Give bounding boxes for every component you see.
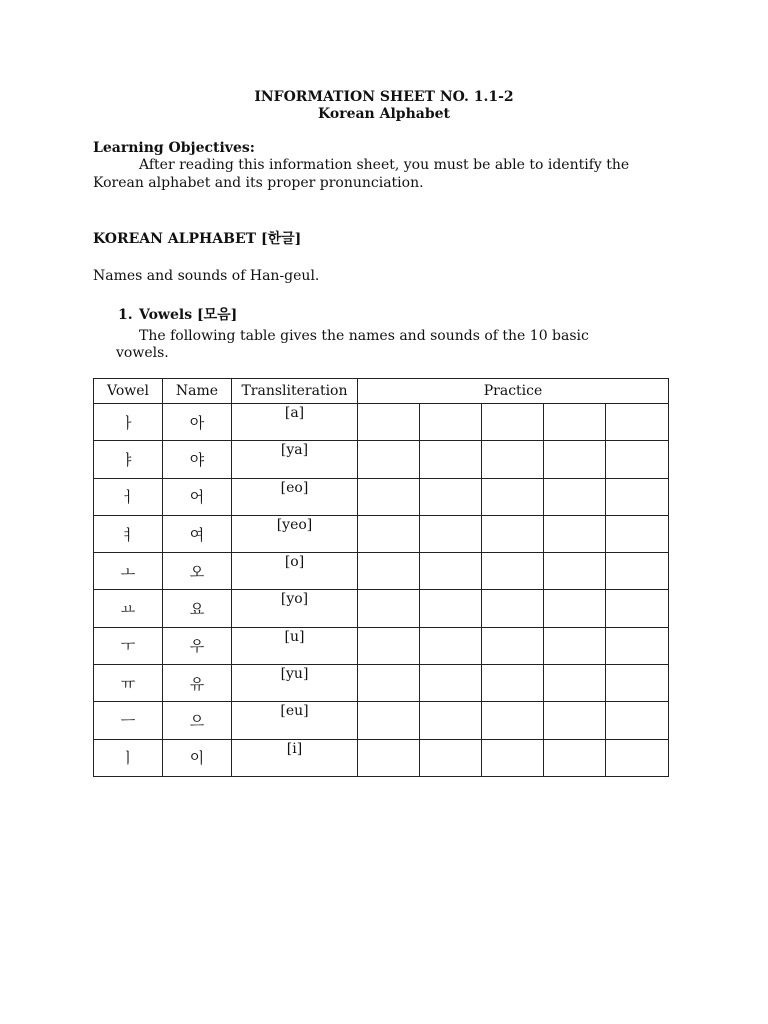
vowel-cell: ㅏ	[94, 404, 163, 441]
practice-cell	[358, 627, 420, 664]
table-row	[94, 665, 669, 702]
practice-cell	[544, 515, 606, 552]
practice-cell	[482, 553, 544, 590]
transliteration-cell: [yo]	[232, 590, 358, 627]
vowels-list-number: 1.	[118, 307, 133, 323]
vowel-table	[93, 378, 669, 777]
table-row	[94, 739, 669, 776]
practice-cell	[482, 702, 544, 739]
practice-cell	[482, 739, 544, 776]
practice-cell	[420, 702, 482, 739]
vowels-heading: Vowels [모음]	[139, 307, 238, 323]
name-cell: 우	[163, 627, 232, 664]
practice-cell	[482, 404, 544, 441]
table-row	[94, 627, 669, 664]
vowel-cell: ㅠ	[94, 665, 163, 702]
transliteration-cell: [yu]	[232, 665, 358, 702]
table-row	[94, 553, 669, 590]
vowel-cell: ㅕ	[94, 515, 163, 552]
vowel-cell: ㅣ	[94, 739, 163, 776]
vowel-cell: ㅛ	[94, 590, 163, 627]
practice-cell	[358, 478, 420, 515]
practice-cell	[606, 627, 669, 664]
practice-cell	[544, 441, 606, 478]
table-row	[94, 590, 669, 627]
transliteration-cell: [ya]	[232, 441, 358, 478]
objectives-text-line-1: After reading this information sheet, you must be able to identify the	[139, 157, 630, 173]
transliteration-cell: [eu]	[232, 702, 358, 739]
practice-cell	[482, 627, 544, 664]
practice-cell	[420, 665, 482, 702]
vowel-cell: ㅑ	[94, 441, 163, 478]
vowel-cell: ㅜ	[94, 627, 163, 664]
practice-cell	[606, 590, 669, 627]
practice-cell	[606, 404, 669, 441]
name-cell: 오	[163, 553, 232, 590]
column-header-practice: Practice	[358, 379, 669, 404]
practice-cell	[606, 739, 669, 776]
transliteration-cell: [eo]	[232, 478, 358, 515]
name-cell: 여	[163, 515, 232, 552]
practice-cell	[358, 665, 420, 702]
practice-cell	[606, 665, 669, 702]
table-row	[94, 478, 669, 515]
practice-cell	[358, 404, 420, 441]
practice-cell	[358, 553, 420, 590]
practice-cell	[358, 739, 420, 776]
practice-cell	[544, 590, 606, 627]
section-intro: Names and sounds of Han-geul.	[93, 268, 320, 284]
practice-cell	[420, 590, 482, 627]
table-row	[94, 702, 669, 739]
column-header-transliteration: Transliteration	[232, 379, 358, 404]
name-cell: 아	[163, 404, 232, 441]
practice-cell	[482, 590, 544, 627]
practice-cell	[544, 702, 606, 739]
column-header-vowel: Vowel	[94, 379, 163, 404]
practice-cell	[606, 441, 669, 478]
table-row	[94, 515, 669, 552]
practice-cell	[544, 404, 606, 441]
name-cell: 어	[163, 478, 232, 515]
name-cell: 으	[163, 702, 232, 739]
practice-cell	[358, 590, 420, 627]
practice-cell	[606, 515, 669, 552]
practice-cell	[420, 553, 482, 590]
transliteration-cell: [u]	[232, 627, 358, 664]
practice-cell	[482, 515, 544, 552]
practice-cell	[420, 515, 482, 552]
vowel-cell: ㅓ	[94, 478, 163, 515]
practice-cell	[420, 441, 482, 478]
practice-cell	[544, 665, 606, 702]
transliteration-cell: [o]	[232, 553, 358, 590]
sheet-subtitle: Korean Alphabet	[318, 106, 450, 122]
vowels-description-line-2: vowels.	[116, 345, 169, 361]
name-cell: 이	[163, 739, 232, 776]
vowel-cell: ㅗ	[94, 553, 163, 590]
practice-cell	[420, 627, 482, 664]
practice-cell	[544, 553, 606, 590]
transliteration-cell: [a]	[232, 404, 358, 441]
practice-cell	[482, 665, 544, 702]
sheet-title: INFORMATION SHEET NO. 1.1-2	[254, 89, 514, 105]
table-header-row	[94, 379, 669, 404]
practice-cell	[420, 478, 482, 515]
name-cell: 유	[163, 665, 232, 702]
practice-cell	[606, 553, 669, 590]
section-heading: KOREAN ALPHABET [한글]	[93, 231, 302, 247]
practice-cell	[482, 478, 544, 515]
column-header-name: Name	[163, 379, 232, 404]
transliteration-cell: [yeo]	[232, 515, 358, 552]
practice-cell	[358, 441, 420, 478]
practice-cell	[544, 478, 606, 515]
practice-cell	[358, 702, 420, 739]
vowels-description-line-1: The following table gives the names and sounds of the 10 basic	[139, 328, 589, 344]
name-cell: 야	[163, 441, 232, 478]
name-cell: 요	[163, 590, 232, 627]
practice-cell	[606, 702, 669, 739]
practice-cell	[482, 441, 544, 478]
vowel-cell: ㅡ	[94, 702, 163, 739]
practice-cell	[544, 739, 606, 776]
objectives-heading: Learning Objectives:	[93, 140, 255, 156]
practice-cell	[420, 404, 482, 441]
transliteration-cell: [i]	[232, 739, 358, 776]
table-row	[94, 404, 669, 441]
objectives-text-line-2: Korean alphabet and its proper pronunciation.	[93, 175, 424, 191]
table-row	[94, 441, 669, 478]
practice-cell	[358, 515, 420, 552]
practice-cell	[420, 739, 482, 776]
practice-cell	[544, 627, 606, 664]
practice-cell	[606, 478, 669, 515]
